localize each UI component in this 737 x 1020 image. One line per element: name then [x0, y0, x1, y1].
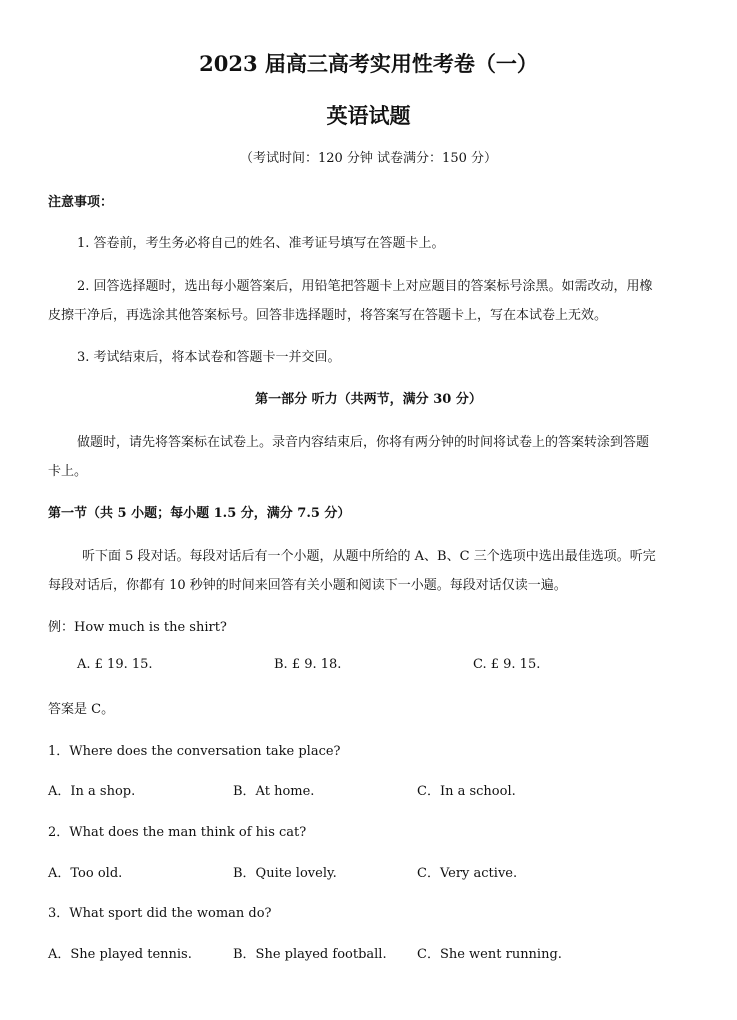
notes-item-2-line-1: 2. 回答选择题时，选出每小题答案后，用铅笔把答题卡上对应题目的答案标号涂黑。如需改动，用橡 — [77, 279, 653, 294]
question-2-stem: 2．What does the man think of his cat? — [48, 825, 307, 840]
notes-heading: 注意事项： — [48, 195, 114, 210]
notes-item-3: 3. 考试结束后，将本试卷和答题卡一并交回。 — [77, 350, 341, 365]
page-title: 2023 届高三高考实用性考卷（一） — [199, 51, 538, 76]
part1-instruction-line-2: 卡上。 — [48, 464, 88, 479]
question-3-option-c: C．She went running. — [417, 947, 562, 962]
question-2-option-b: B．Quite lovely. — [233, 866, 337, 881]
example-question: 例：How much is the shirt? — [48, 620, 227, 635]
example-answer: 答案是 C。 — [48, 702, 115, 717]
question-1-option-a: A．In a shop. — [48, 784, 136, 799]
section1-instruction-line-2: 每段对话后，你都有 10 秒钟的时间来回答有关小题和阅读下一小题。每段对话仅读一遍。 — [48, 578, 567, 593]
example-option-a: A. £ 19. 15. — [77, 657, 153, 672]
question-1-stem: 1．Where does the conversation take place? — [48, 744, 341, 759]
example-option-c: C. £ 9. 15. — [473, 657, 541, 672]
question-2-option-c: C．Very active. — [417, 866, 518, 881]
question-3-option-b: B．She played football. — [233, 947, 387, 962]
page-subtitle: 英语试题 — [326, 103, 411, 128]
section1-instruction-line-1: 听下面 5 段对话。每段对话后有一个小题，从题中所给的 A、B、C 三个选项中选出最佳选项。听完 — [82, 549, 656, 564]
part1-heading: 第一部分 听力（共两节，满分 30 分） — [255, 392, 482, 407]
example-option-b: B. £ 9. 18. — [274, 657, 342, 672]
section1-heading: 第一节（共 5 小题；每小题 1.5 分，满分 7.5 分） — [48, 506, 351, 521]
question-3-stem: 3．What sport did the woman do? — [48, 906, 272, 921]
question-3-option-a: A．She played tennis. — [48, 947, 192, 962]
question-1-option-b: B．At home. — [233, 784, 315, 799]
question-2-option-a: A．Too old. — [48, 866, 123, 881]
question-1-option-c: C．In a school. — [417, 784, 516, 799]
part1-instruction-line-1: 做题时，请先将答案标在试卷上。录音内容结束后，你将有两分钟的时间将试卷上的答案转涂到答题 — [77, 435, 650, 450]
exam-info: （考试时间：120 分钟 试卷满分：150 分） — [239, 151, 498, 166]
notes-item-1: 1. 答卷前，考生务必将自己的姓名、准考证号填写在答题卡上。 — [77, 236, 445, 251]
notes-item-2-line-2: 皮擦干净后，再选涂其他答案标号。回答非选择题时，将答案写在答题卡上，写在本试卷上无效。 — [48, 308, 608, 323]
